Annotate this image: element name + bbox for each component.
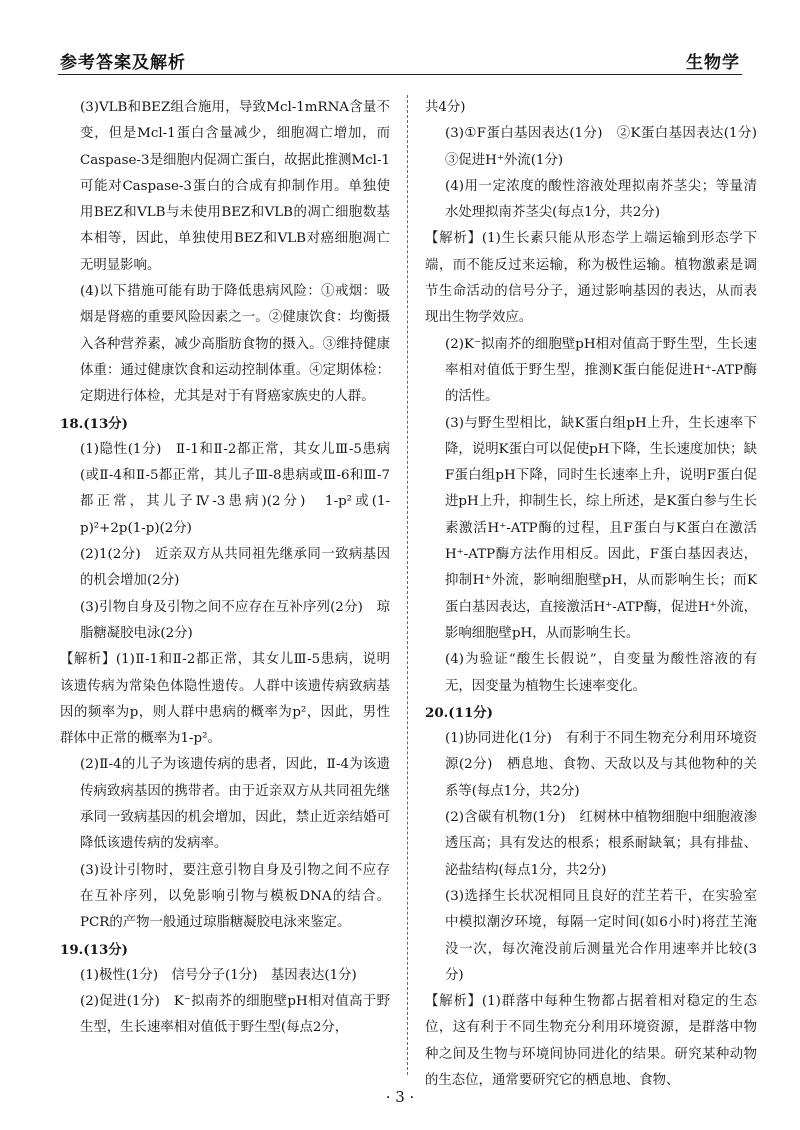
paragraph: (2)Ⅱ-4的儿子为该遗传病的患者，因此，Ⅱ-4为该遗传病致病基因的携带者。由于近亲双方从共同祖先继承同一致病基因的机会增加，因此，禁止近亲结婚可降低该遗传病的发病率。 <box>80 757 390 852</box>
paragraph: (3)引物自身及引物之间不应存在互补序列(2分) 琼脂糖凝胶电泳(2分) <box>80 599 390 641</box>
paragraph: (3)①F蛋白基因表达(1分) ②K蛋白基因表达(1分) ③促进H⁺外流(1分) <box>445 126 771 168</box>
paragraph: (2)促进(1分) K⁻拟南芥的细胞壁pH相对值高于野生型，生长速率相对值低于野生型(每点2分， <box>80 994 390 1036</box>
column-divider <box>407 95 408 1075</box>
header-subject-title: 生物学 <box>686 53 740 73</box>
paragraph: (3)VLB和BEZ组合施用，导致Mcl-1mRNA含量不变，但是Mcl-1蛋白含量减少，细胞凋亡增加，而Caspase-3是细胞内促凋亡蛋白，故据此推测Mcl-1可能对Caspase-3蛋白的合成有抑制作用。单独使用BEZ和VLB与未使用BEZ和VLB的凋亡细胞数基本相等，因此，单独使用BEZ和VLB对癌细胞凋亡无明显影响。 <box>80 100 390 273</box>
paragraph: (2)K⁻拟南芥的细胞壁pH相对值高于野生型，生长速率相对值低于野生型，推测K蛋白能促进H⁺-ATP酶的活性。 <box>445 336 757 405</box>
question-number: 19.(13分) <box>60 941 128 958</box>
page-number: · 3 · <box>385 1088 415 1106</box>
question-number: 18.(13分) <box>60 415 128 432</box>
paragraph: (3)选择生长状况相同且良好的茳芏若干，在实验室中模拟潮汐环境，每隔一定时间(如6小时)将茳芏淹没一次，每次淹没前后测量光合作用速率并比较(3分) <box>445 888 757 983</box>
analysis-paragraph: 【解析】(1)群落中每种生物都占据着相对稳定的生态位，这有利于不同生物充分利用环境资源，是群落中物种之间及生物与环境间协同进化的结果。研究某种动物的生态位，通常要研究它的栖息地、食物、 <box>425 994 757 1088</box>
paragraph: (4)用一定浓度的酸性溶液处理拟南芥茎尖；等量清水处理拟南芥茎尖(每点1分，共2分) <box>445 178 757 221</box>
paragraph: (4)以下措施可能有助于降低患病风险：①戒烟：吸烟是肾癌的重要风险因素之一。②健康饮食：均衡摄入各种营养素，减少高脂肪食物的摄入。③维持健康体重：通过健康饮食和运动控制体重。④定期体检：定期进行体检，尤其是对于有肾癌家族史的人群。 <box>80 284 390 405</box>
paragraph: (1)极性(1分) 信号分子(1分) 基因表达(1分) <box>80 967 357 983</box>
paragraph: (1)协同进化(1分) 有利于不同生物充分利用环境资源(2分) 栖息地、食物、天敌以及与其他物种的关系等(每点1分，共2分) <box>445 731 757 799</box>
paragraph: (2)含碳有机物(1分) 红树林中植物细胞中细胞液渗透压高；具有发达的根系；根系耐缺氧；具有排盐、泌盐结构(每点1分，共2分) <box>445 810 757 878</box>
paragraph: 共4分) <box>425 100 466 115</box>
left-column <box>60 95 390 1042</box>
page-header <box>58 40 742 75</box>
paragraph: (3)设计引物时，要注意引物自身及引物之间不应存在互补序列，以免影响引物与模板DNA的结合。PCR的产物一般通过琼脂糖凝胶电泳来鉴定。 <box>80 862 390 931</box>
header-left-title: 参考答案及解析 <box>60 53 186 73</box>
paragraph: (1)隐性(1分) Ⅱ-1和Ⅱ-2都正常，其女儿Ⅲ-5患病(或Ⅱ-4和Ⅱ-5都正常，其儿子Ⅲ-8患病或Ⅲ-6和Ⅲ-7都正常，其儿子Ⅳ-3患病)(2分) 1-p²或(1-p)²+2p(1-p)(2分) <box>80 441 390 536</box>
question-number: 20.(11分) <box>425 704 493 721</box>
paragraph: (2)1(2分) 近亲双方从共同祖先继承同一致病基因的机会增加(2分) <box>80 547 390 589</box>
right-column <box>425 95 771 1094</box>
analysis-paragraph: 【解析】(1)Ⅱ-1和Ⅱ-2都正常，其女儿Ⅲ-5患病，说明该遗传病为常染色体隐性遗传。人群中该遗传病致病基因的频率为p，则人群中患病的概率为p²，因此，男性群体中正常的概率为1-p²。 <box>60 652 390 747</box>
paragraph: (3)与野生型相比，缺K蛋白组pH上升，生长速率下降，说明K蛋白可以促使pH下降，生长速度加快；缺F蛋白组pH下降，同时生长速率上升，说明F蛋白促进pH上升，抑制生长，综上所述，是K蛋白参与生长素激活H⁺-ATP酶的过程，且F蛋白与K蛋白在激活H⁺-ATP酶方法作用相反。因此，F蛋白基因表达，抑制H⁺外流，影响细胞壁pH，从而影响生长；而K蛋白基因表达，直接激活H⁺-ATP酶，促进H⁺外流，影响细胞壁pH，从而影响生长。 <box>445 415 757 641</box>
analysis-paragraph: 【解析】(1)生长素只能从形态学上端运输到形态学下端，而不能反过来运输，称为极性运输。植物激素是调节生命活动的信号分子，通过影响基因的表达，从而表现出生物学效应。 <box>425 231 757 326</box>
paragraph: (4)为验证“酸生长假说”，自变量为酸性溶液的有无，因变量为植物生长速率变化。 <box>445 652 757 694</box>
